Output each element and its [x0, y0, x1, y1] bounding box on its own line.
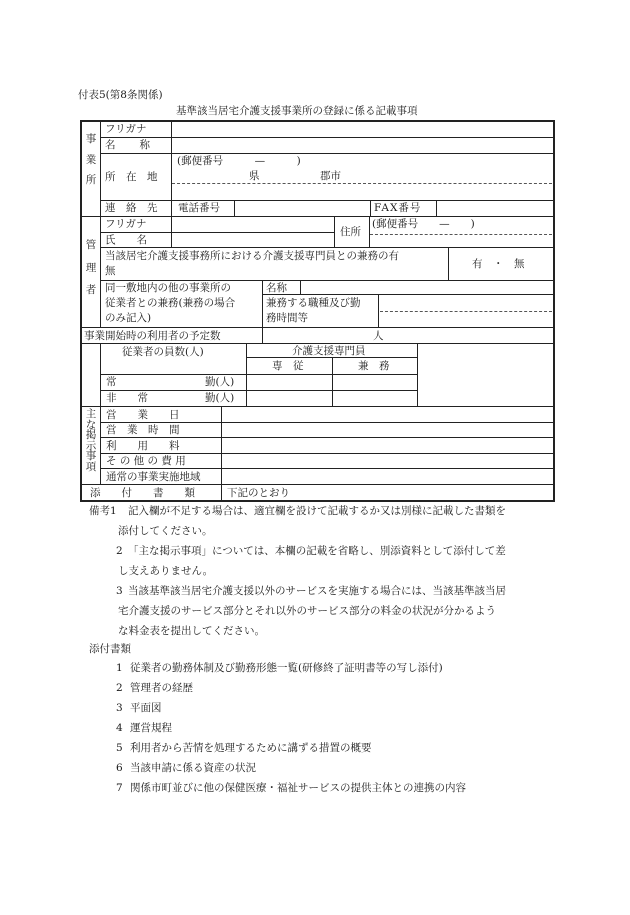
remark-1-line-1: 記入欄が不足する場合は、適宜欄を設けて記載するか又は別様に記載した書類を: [128, 505, 506, 517]
attachment-item-text: 平面図: [130, 702, 162, 714]
office-name-label: 名 称: [105, 139, 151, 151]
office-contact-label: 連 絡 先: [105, 202, 158, 214]
expected-users-unit: 人: [373, 330, 384, 342]
attachment-item-number: 6: [116, 762, 123, 774]
attachment-item-text: 関係市町並びに他の保健医療・福祉サービスの提供主体との連携の内容: [130, 782, 466, 794]
attachment-item-text: 運営規程: [130, 722, 172, 734]
staff-count-header: 従業者の員数(人): [122, 346, 204, 358]
manager-address-label: 住所: [340, 226, 361, 238]
remark-2-line-2: し支えありません。: [118, 565, 214, 577]
remark-2-number: 2: [116, 545, 123, 557]
notices-section-label: 主 な 掲 示 事 項: [85, 408, 97, 473]
expected-users-label: 事業開始時の利用者の予定数: [84, 330, 221, 342]
attachment-item-text: 従業者の勤務体制及び勤務形態一覧(研修終了証明書等の写し添付): [130, 662, 443, 674]
concurrent-question: 当該居宅介護支援事務所における介護支援専門員との兼務の有: [105, 250, 399, 262]
remark-2-line-1: 「主な掲示事項」については、本欄の記載を省略し、別添資料として添付して差: [128, 545, 506, 557]
job-hours-label-2: 務時間等: [266, 312, 308, 324]
yes-no-choice: 有 ・ 無: [472, 258, 525, 270]
notice-fees: 利 用 料: [106, 440, 180, 452]
other-office-label-1: 同一敷地内の他の事業所の: [105, 282, 231, 294]
full-time-header: 専 従: [272, 360, 304, 372]
attachment-item-number: 1: [116, 662, 123, 674]
notice-service-area: 通常の事業実施地域: [106, 471, 201, 483]
remark-1-lead: 備考1: [89, 505, 117, 517]
attachment-item-text: 利用者から苦情を処理するために講ずる措置の概要: [130, 742, 372, 754]
remark-3-line-2: 宅介護支援のサービス部分とそれ以外のサービス部分の料金の状況が分かるよう: [118, 605, 496, 617]
nonregular-unit: 勤(人): [205, 392, 235, 404]
annex-label: 付表5(第8条関係): [78, 89, 163, 101]
regular-label: 常: [106, 376, 117, 388]
remark-3-number: 3: [116, 585, 123, 597]
other-office-label-3: のみ記入): [105, 312, 152, 324]
office-section-label: 事 業 所: [85, 133, 97, 186]
attachment-item-number: 7: [116, 782, 123, 794]
manager-postal-text: (郵便番号 — ): [372, 218, 475, 230]
office-postal-text: (郵便番号 — ): [177, 155, 301, 167]
regular-unit: 勤(人): [205, 376, 235, 388]
attachments-heading: 添付書類: [89, 643, 131, 655]
attachment-item-number: 4: [116, 722, 123, 734]
office-fax-label: FAX番号: [374, 202, 422, 214]
notice-business-days: 営 業 日: [106, 409, 180, 421]
attachment-item-number: 3: [116, 702, 123, 714]
attachment-row-label: 添 付 書 類: [90, 487, 195, 499]
other-office-name-label: 名称: [266, 282, 287, 294]
care-manager-header: 介護支援専門員: [292, 345, 366, 357]
other-office-label-2: 従業者との兼務(兼務の場合: [105, 297, 236, 309]
manager-section-label: 管 理 者: [85, 239, 97, 296]
manager-furigana-label: フリガナ: [105, 218, 147, 230]
remark-3-line-3: な料金表を提出してください。: [118, 625, 265, 637]
office-prefecture-suffix: 県: [249, 170, 260, 182]
attachment-item-text: 当該申請に係る資産の状況: [130, 762, 256, 774]
remark-3-line-1: 当該基準該当居宅介護支援以外のサービスを実施する場合には、当該基準該当居: [128, 585, 506, 597]
office-city-suffix: 郡市: [320, 170, 341, 182]
office-address-label: 所 在 地: [105, 171, 158, 183]
attachment-row-value: 下記のとおり: [227, 487, 290, 499]
concurrent-header: 兼 務: [358, 360, 390, 372]
notice-business-hours: 営 業 時 間: [106, 424, 180, 436]
attachment-item-number: 5: [116, 742, 123, 754]
office-phone-label: 電話番号: [178, 202, 220, 214]
concurrent-question-end: 無: [105, 265, 116, 277]
manager-name-label: 氏 名: [105, 234, 147, 246]
form-title: 基準該当居宅介護支援事業所の登録に係る記載事項: [176, 105, 418, 117]
remark-1-line-2: 添付してください。: [118, 525, 213, 537]
notice-other-costs: そ の 他 の 費 用: [106, 455, 186, 467]
nonregular-label: 非 常: [106, 392, 148, 404]
office-furigana-label: フリガナ: [105, 123, 147, 135]
attachment-item-text: 管理者の経歴: [130, 682, 193, 694]
job-hours-label-1: 兼務する職種及び勤: [266, 297, 361, 309]
attachment-item-number: 2: [116, 682, 123, 694]
